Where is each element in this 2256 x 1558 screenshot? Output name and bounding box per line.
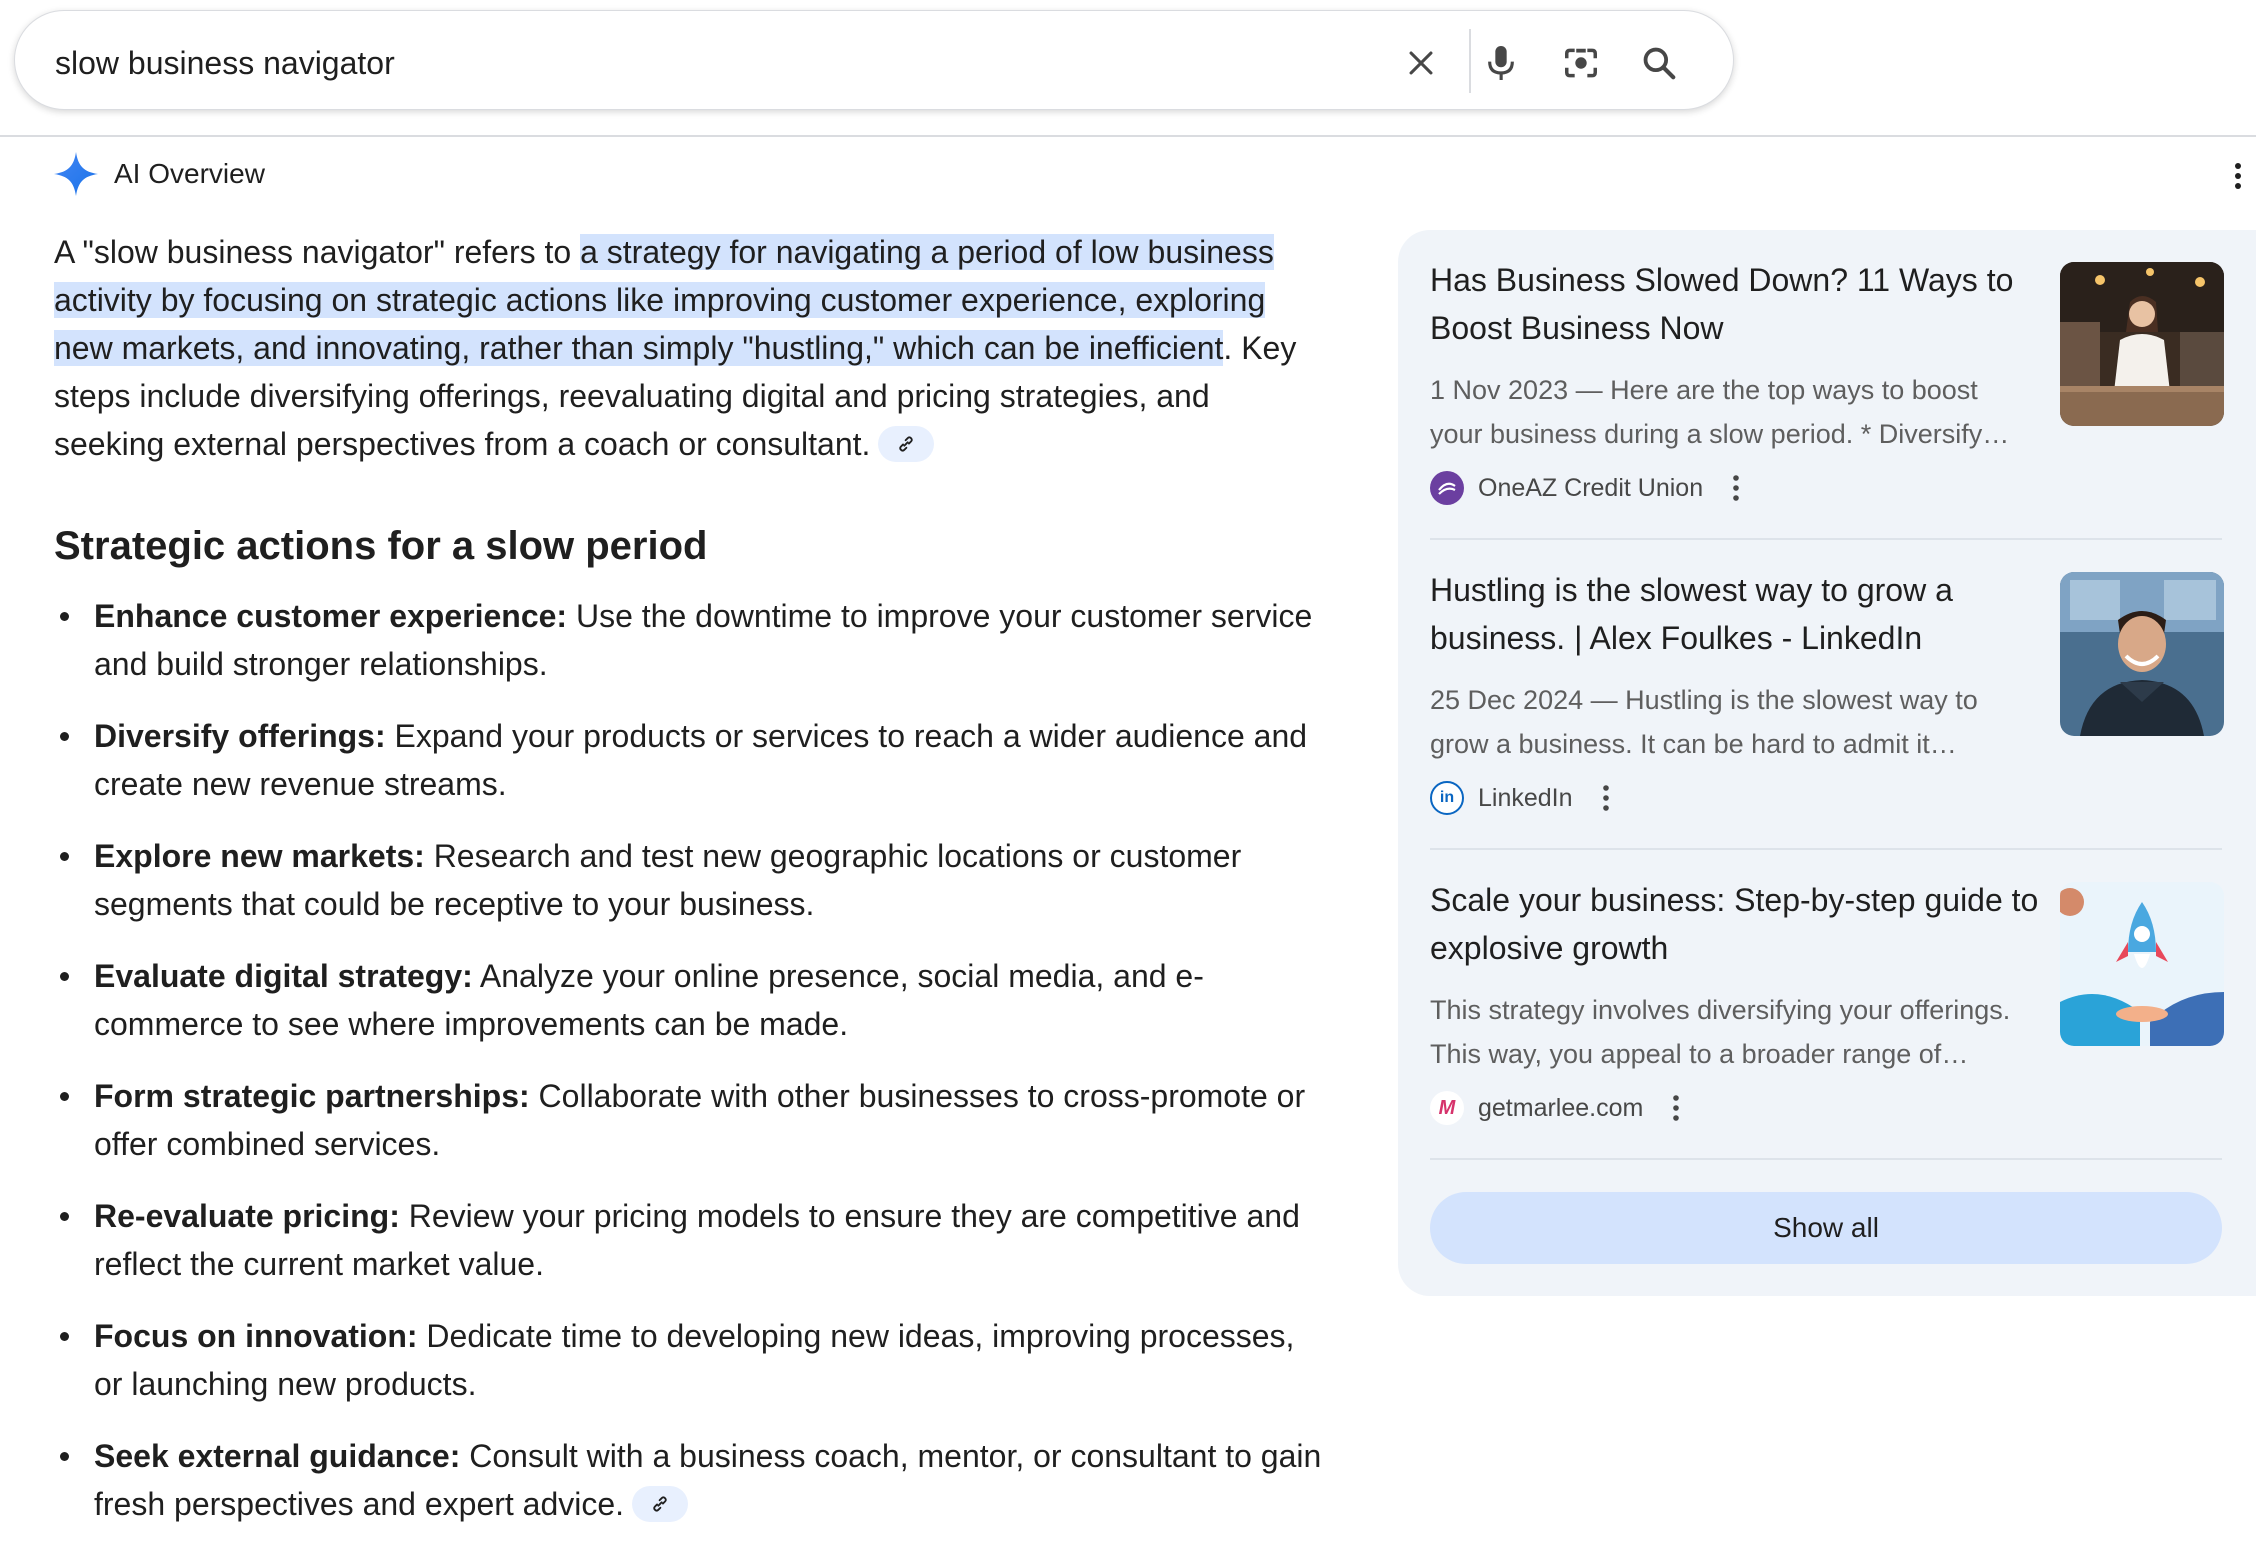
lens-camera-icon <box>1562 44 1600 82</box>
list-item-term: Evaluate digital strategy: <box>94 958 473 994</box>
woman-in-shop-image <box>2060 262 2224 426</box>
source-snippet <box>1430 368 2040 456</box>
search-bar <box>14 10 1734 110</box>
list-item <box>54 712 1324 808</box>
source-card[interactable] <box>1430 540 2222 850</box>
citation-chip[interactable] <box>632 1486 688 1522</box>
list-item-text: Expand your products or services to reach a wider audience and create new revenue streams. <box>94 718 1308 802</box>
linkedin-favicon-icon: in <box>1430 781 1464 815</box>
list-item-term: Form strategic partnerships: <box>94 1078 530 1114</box>
snippet-line: your business during a slow period. * Diversify… <box>1430 419 2010 449</box>
list-item-text: Dedicate time to developing new ideas, improving processes, or launching new products. <box>94 1318 1295 1402</box>
list-item-text: Research and test new geographic locations or customer segments that could be receptive to your business. <box>94 838 1242 922</box>
source-site-name: getmarlee.com <box>1478 1093 1644 1122</box>
source-snippet <box>1430 988 2040 1076</box>
source-snippet <box>1430 678 2040 766</box>
list-item-term: Seek external guidance: <box>94 1438 461 1474</box>
search-button[interactable] <box>1633 37 1685 89</box>
source-title[interactable]: Hustling is the slowest way to grow a business. | Alex Foulkes - LinkedIn <box>1430 572 1953 656</box>
source-title[interactable]: Has Business Slowed Down? 11 Ways to Boost Business Now <box>1430 262 2014 346</box>
source-thumbnail[interactable] <box>2060 262 2224 426</box>
more-options-icon[interactable] <box>1721 470 1751 506</box>
header-divider <box>0 135 2256 137</box>
bullet-dot <box>60 852 69 861</box>
intro-suffix: . Key steps include diversifying offerings, reevaluating digital and pricing strategies, and seeking external perspectives from a coach or consultant. <box>54 330 1297 462</box>
list-item-term: Focus on innovation: <box>94 1318 418 1354</box>
snippet-line: 1 Nov 2023 — Here are the top ways to boost <box>1430 375 1978 405</box>
bullet-dot <box>60 972 69 981</box>
list-item <box>54 1432 1324 1528</box>
source-site-name: OneAZ Credit Union <box>1478 473 1704 502</box>
source-site[interactable] <box>1430 780 1621 816</box>
sources-panel <box>1398 230 2256 1296</box>
bullet-dot <box>60 1452 69 1461</box>
list-item <box>54 1072 1324 1168</box>
man-portrait-image <box>2060 572 2224 736</box>
intro-prefix: A "slow business navigator" refers to <box>54 234 581 270</box>
list-item-text: Review your pricing models to ensure they are competitive and reflect the current market value. <box>94 1198 1300 1282</box>
ai-overview-label: AI Overview <box>114 158 265 189</box>
bullet-dot <box>60 1212 69 1221</box>
intro-highlight[interactable]: a strategy for navigating a period of low business activity by focusing on strategic actions like improving customer experience, exploring new markets, and innovating, rather than simply "hustling," which can be inefficient <box>54 234 1274 366</box>
more-options-icon[interactable] <box>1661 1090 1691 1126</box>
marlee-favicon-icon: M <box>1430 1091 1464 1125</box>
list-item-term: Diversify offerings: <box>94 718 386 754</box>
bullet-dot <box>60 732 69 741</box>
bullet-dot <box>60 1092 69 1101</box>
image-search-button[interactable] <box>1555 37 1607 89</box>
source-site[interactable] <box>1430 470 1751 506</box>
list-item <box>54 1312 1324 1408</box>
more-options-icon[interactable] <box>2220 158 2256 194</box>
list-item <box>54 1192 1324 1288</box>
snippet-line: This way, you appeal to a broader range of… <box>1430 1039 1969 1069</box>
citation-chip[interactable] <box>878 426 934 462</box>
source-site-name: LinkedIn <box>1478 783 1573 812</box>
list-item <box>54 592 1324 688</box>
oneaz-favicon-icon <box>1430 471 1464 505</box>
snippet-line: 25 Dec 2024 — Hustling is the slowest way to <box>1430 685 1978 715</box>
link-icon <box>896 434 916 454</box>
intro-paragraph <box>54 228 1324 468</box>
list-item-term: Re-evaluate pricing: <box>94 1198 400 1234</box>
list-item-text: Analyze your online presence, social media, and e-commerce to see where improvements can be made. <box>94 958 1204 1042</box>
list-item-text: Consult with a business coach, mentor, or consultant to gain fresh perspectives and expert advice. <box>94 1438 1322 1522</box>
voice-search-button[interactable] <box>1475 37 1527 89</box>
source-thumbnail[interactable] <box>2060 572 2224 736</box>
source-site[interactable] <box>1430 1090 1691 1126</box>
source-card[interactable] <box>1430 230 2222 540</box>
section-heading: Strategic actions for a slow period <box>54 524 708 568</box>
source-thumbnail[interactable] <box>2060 882 2224 1046</box>
ai-sparkle-icon <box>52 150 100 198</box>
microphone-icon <box>1484 43 1518 83</box>
ai-overview-answer <box>54 228 1324 1552</box>
bullet-dot <box>60 612 69 621</box>
search-icon <box>1640 44 1678 82</box>
show-all-button[interactable]: Show all <box>1430 1192 2222 1264</box>
rocket-illustration-image <box>2060 882 2224 1046</box>
list-item <box>54 832 1324 928</box>
list-item-text: Collaborate with other businesses to cross-promote or offer combined services. <box>94 1078 1306 1162</box>
snippet-line: grow a business. It can be hard to admit it… <box>1430 729 1957 759</box>
search-input[interactable] <box>55 41 1355 85</box>
link-icon <box>650 1494 670 1514</box>
bullet-dot <box>60 1332 69 1341</box>
clear-search-button[interactable] <box>1395 37 1447 89</box>
source-title[interactable]: Scale your business: Step-by-step guide to explosive growth <box>1430 882 2039 966</box>
snippet-line: This strategy involves diversifying your offerings. <box>1430 995 2011 1025</box>
list-item-term: Enhance customer experience: <box>94 598 568 634</box>
source-card[interactable] <box>1430 850 2222 1160</box>
card-divider <box>1430 1158 2222 1160</box>
list-item-text: Use the downtime to improve your customer service and build stronger relationships. <box>94 598 1313 682</box>
list-item-term: Explore new markets: <box>94 838 425 874</box>
strategy-list <box>54 592 1324 1528</box>
ai-overview-header <box>52 150 265 198</box>
more-options-icon[interactable] <box>1591 780 1621 816</box>
search-bar-divider <box>1469 29 1471 93</box>
list-item <box>54 952 1324 1048</box>
close-icon <box>1404 46 1438 80</box>
